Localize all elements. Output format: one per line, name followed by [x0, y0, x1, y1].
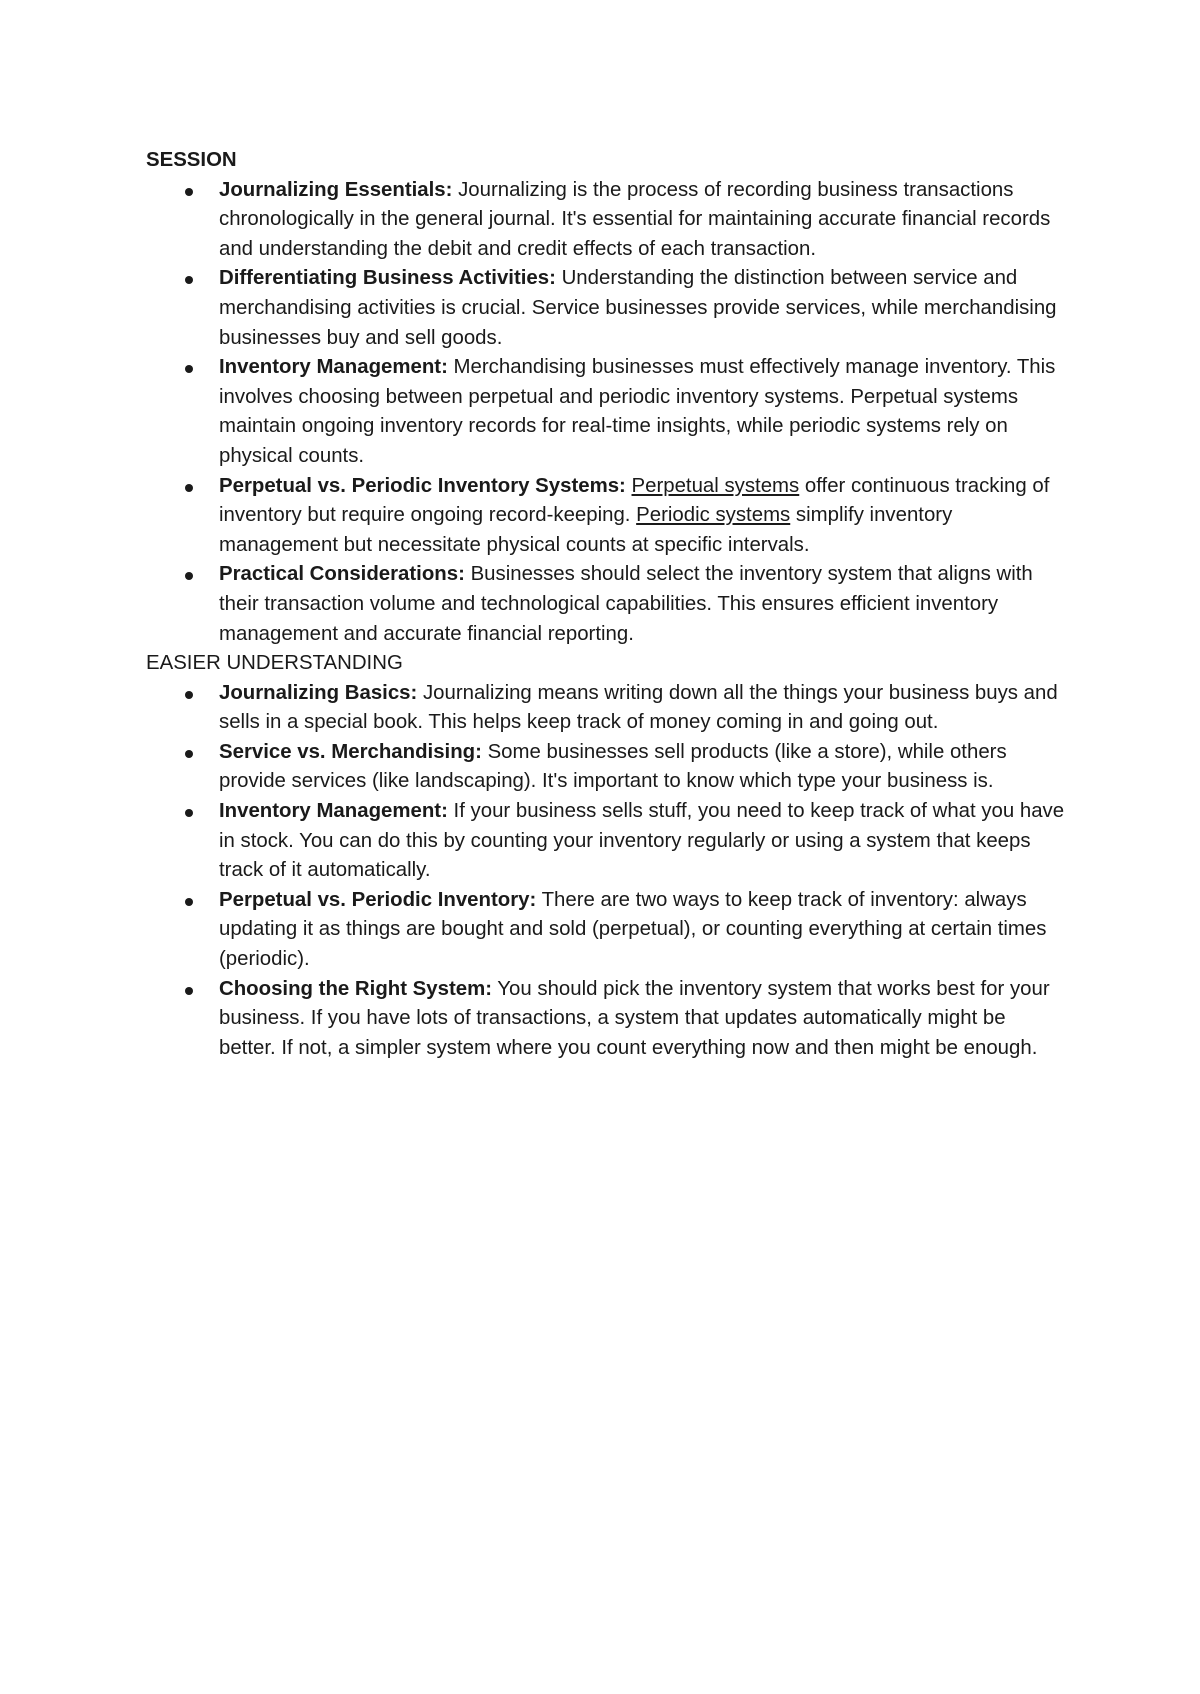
item-term: Inventory Management: — [219, 356, 448, 379]
bullet-icon — [185, 572, 193, 580]
item-text: Journalizing means writing down all the things your business buys and sells in a special book. This helps keep track of money coming in and going out. — [219, 681, 1058, 734]
item-text: If your business sells stuff, you need to keep track of what you have in stock. You can do this by counting your inventory regularly or using a system that keeps track of it automatically. — [219, 800, 1065, 882]
easier-bullet-list — [146, 679, 1066, 1064]
list-item — [219, 176, 1066, 265]
item-text: Merchandising businesses must effectively manage inventory. This involves choosing between perpetual and periodic inventory systems. Perpetual systems maintain ongoing inventory records for real-time insights, while periodic systems rely on physical counts. — [219, 356, 1056, 467]
item-term: Service vs. Merchandising: — [219, 740, 482, 763]
item-term: Inventory Management: — [219, 800, 448, 823]
item-term: Choosing the Right System: — [219, 977, 493, 1000]
item-term: Perpetual vs. Periodic Inventory: — [219, 888, 537, 911]
list-item — [219, 264, 1066, 353]
item-text: There are two ways to keep track of inventory: always updating it as things are bought and sold (perpetual), or counting everything at certain times (periodic). — [219, 888, 1047, 971]
item-text: offer continuous tracking of inventory but require ongoing record-keeping. — [219, 474, 1050, 527]
item-term: Practical Considerations: — [219, 563, 465, 586]
item-term: Journalizing Basics: — [219, 681, 418, 704]
underlined-term-periodic: Periodic systems — [636, 504, 791, 527]
bullet-icon — [185, 484, 193, 492]
section-heading-session: SESSION — [146, 149, 237, 171]
item-text: simplify inventory management but necessitate physical counts at specific intervals. — [219, 504, 953, 556]
document-body — [146, 146, 1066, 1063]
list-item — [219, 738, 1066, 797]
item-term: Perpetual vs. Periodic Inventory Systems: — [219, 474, 626, 497]
item-text: Journalizing is the process of recording business transactions chronologically in the general journal. It's essential for maintaining accurate financial records and understanding the debit and credit effects of each transaction. — [219, 178, 1051, 260]
bullet-icon — [185, 750, 193, 758]
session-bullet-list — [146, 176, 1066, 650]
bullet-icon — [185, 987, 193, 995]
item-term: Journalizing Essentials: — [219, 178, 453, 201]
item-text: You should pick the inventory system that works best for your business. If you have lots of transactions, a system that updates automatically might be better. If not, a simpler system where you count everything now and then might be enough. — [219, 977, 1050, 1059]
list-item — [219, 560, 1066, 649]
list-item — [219, 472, 1066, 561]
underlined-term-perpetual: Perpetual systems — [631, 474, 800, 497]
bullet-icon — [185, 365, 193, 373]
bullet-icon — [185, 809, 193, 817]
item-text: Understanding the distinction between service and merchandising activities is crucial. Service businesses provide services, while merchandising businesses buy and sell goods. — [219, 267, 1057, 349]
item-text: Businesses should select the inventory system that aligns with their transaction volume and technological capabilities. This ensures efficient inventory management and accurate financial reporting. — [219, 563, 1033, 645]
section-heading-easier-understanding: EASIER UNDERSTANDING — [146, 652, 403, 675]
bullet-icon — [185, 898, 193, 906]
bullet-icon — [185, 188, 193, 196]
list-item — [219, 797, 1066, 886]
list-item — [219, 353, 1066, 471]
list-item — [219, 886, 1066, 975]
bullet-icon — [185, 691, 193, 699]
list-item — [219, 679, 1066, 738]
item-term: Differentiating Business Activities: — [219, 267, 556, 290]
bullet-icon — [185, 276, 193, 284]
list-item — [219, 975, 1066, 1064]
item-text: Some businesses sell products (like a store), while others provide services (like landscaping). It's important to know which type your business is. — [219, 740, 1007, 793]
